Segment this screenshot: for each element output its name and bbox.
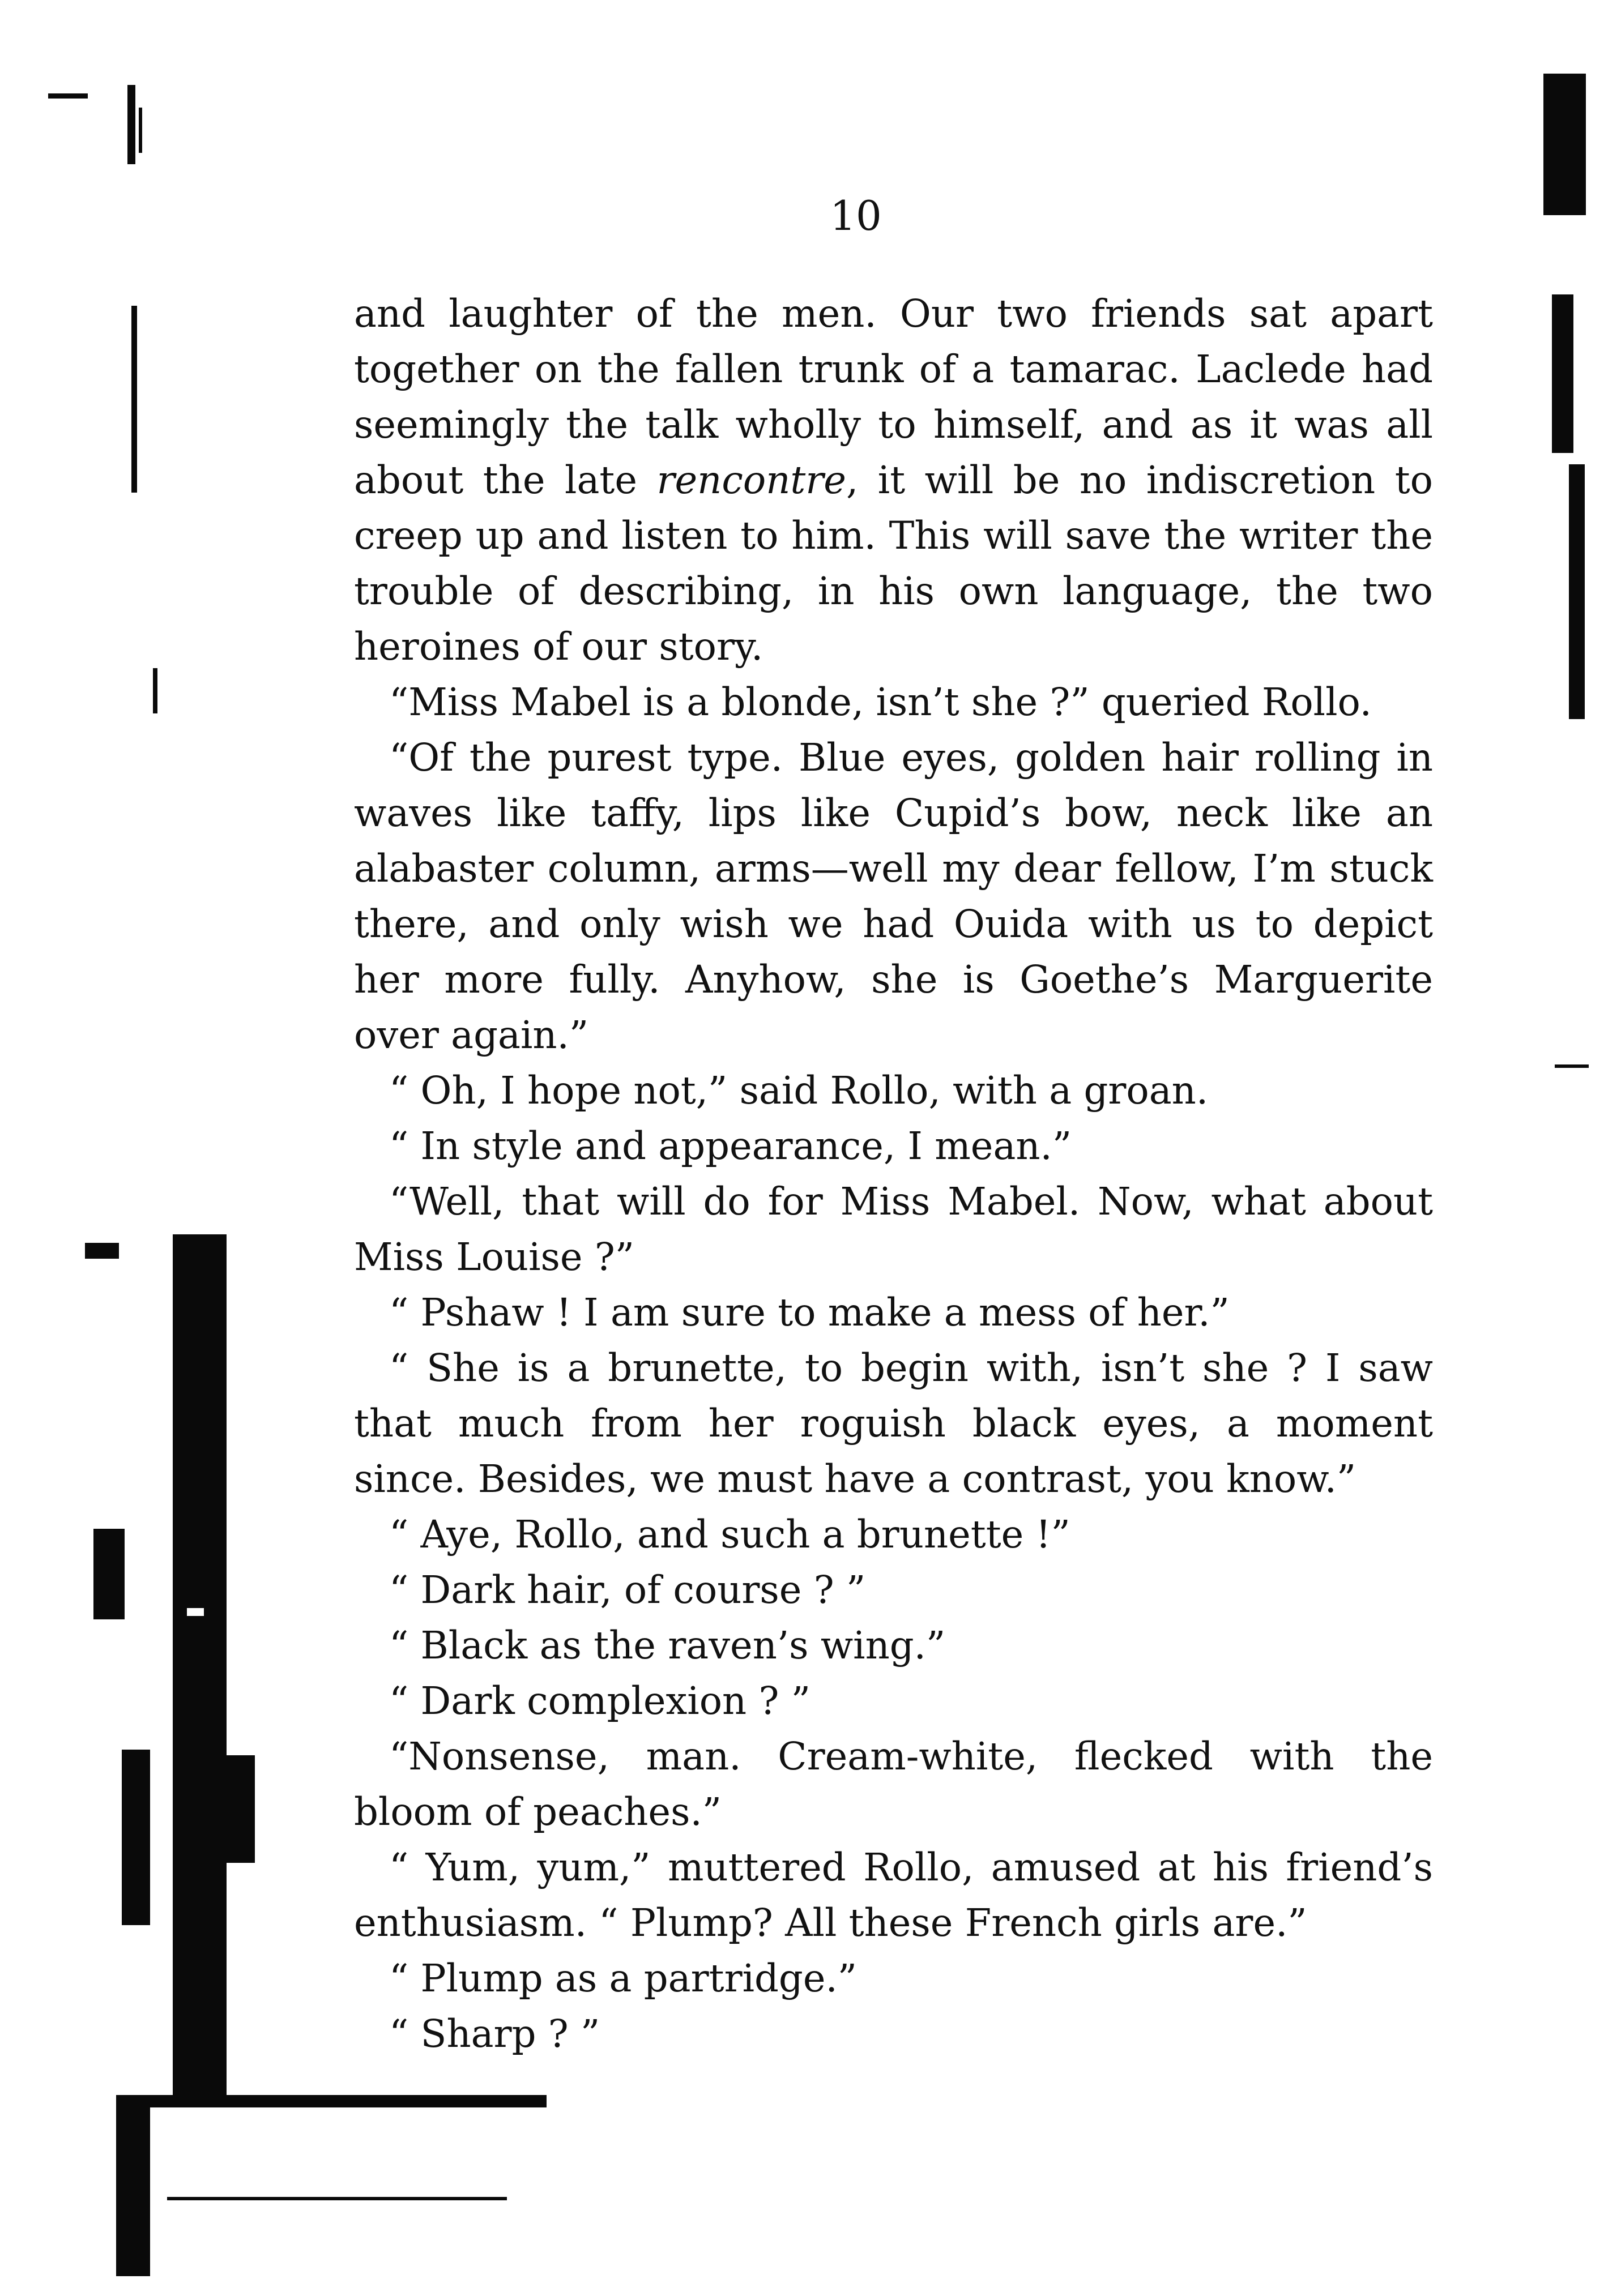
paragraph: “ Yum, yum,” muttered Rollo, amused at his friend’s enthusiasm. “ Plump? All these French girls are.” — [354, 1845, 1433, 1945]
paragraph: “Of the purest type. Blue eyes, golden hair rolling in waves like taffy, lips like Cupid’s bow, neck like an alabaster column, arms—well my dear fellow, I’m stuck there, and only wish we had Ouida with us to depict her more fully. Anyhow, she is Goethe’s Marguerite over again.” — [354, 736, 1433, 1057]
paragraph: “Well, that will do for Miss Mabel. Now, what about Miss Louise ?” — [354, 1179, 1433, 1279]
paragraph: and laughter of the men. Our two friends sat apart together on the fallen trunk of a tamarac. Laclede had seemingly the talk wholly to himself, and as it was all about the late rencontre, it will be no indiscretion to creep up and listen to him. This will save the writer the trouble of describing, in his own language, the two heroines of our story. — [354, 292, 1433, 669]
paragraph: “ Pshaw ! I am sure to make a mess of her.” — [389, 1290, 1230, 1335]
paragraph: “Miss Mabel is a blonde, isn’t she ?” queried Rollo. — [389, 680, 1372, 724]
paragraph: “ Plump as a partridge.” — [389, 1956, 858, 2000]
paragraph: “ Oh, I hope not,” said Rollo, with a groan. — [389, 1068, 1209, 1113]
paragraph: “ Aye, Rollo, and such a brunette !” — [389, 1512, 1070, 1557]
paragraph: “ Sharp ? ” — [389, 2012, 600, 2056]
page-number: 10 — [830, 192, 882, 240]
body-text — [354, 286, 1433, 2062]
paragraph: “ Black as the raven’s wing.” — [389, 1623, 946, 1668]
paragraph: “ Dark complexion ? ” — [389, 1679, 810, 1723]
paragraph: “ In style and appearance, I mean.” — [389, 1124, 1072, 1168]
paragraph: “ Dark hair, of course ? ” — [389, 1568, 866, 1612]
paragraph: “ She is a brunette, to begin with, isn’t she ? I saw that much from her roguish black eyes, a moment since. Besides, we must have a contrast, you know.” — [354, 1346, 1433, 1501]
paragraph: “Nonsense, man. Cream-white, flecked with the bloom of peaches.” — [354, 1734, 1433, 1834]
